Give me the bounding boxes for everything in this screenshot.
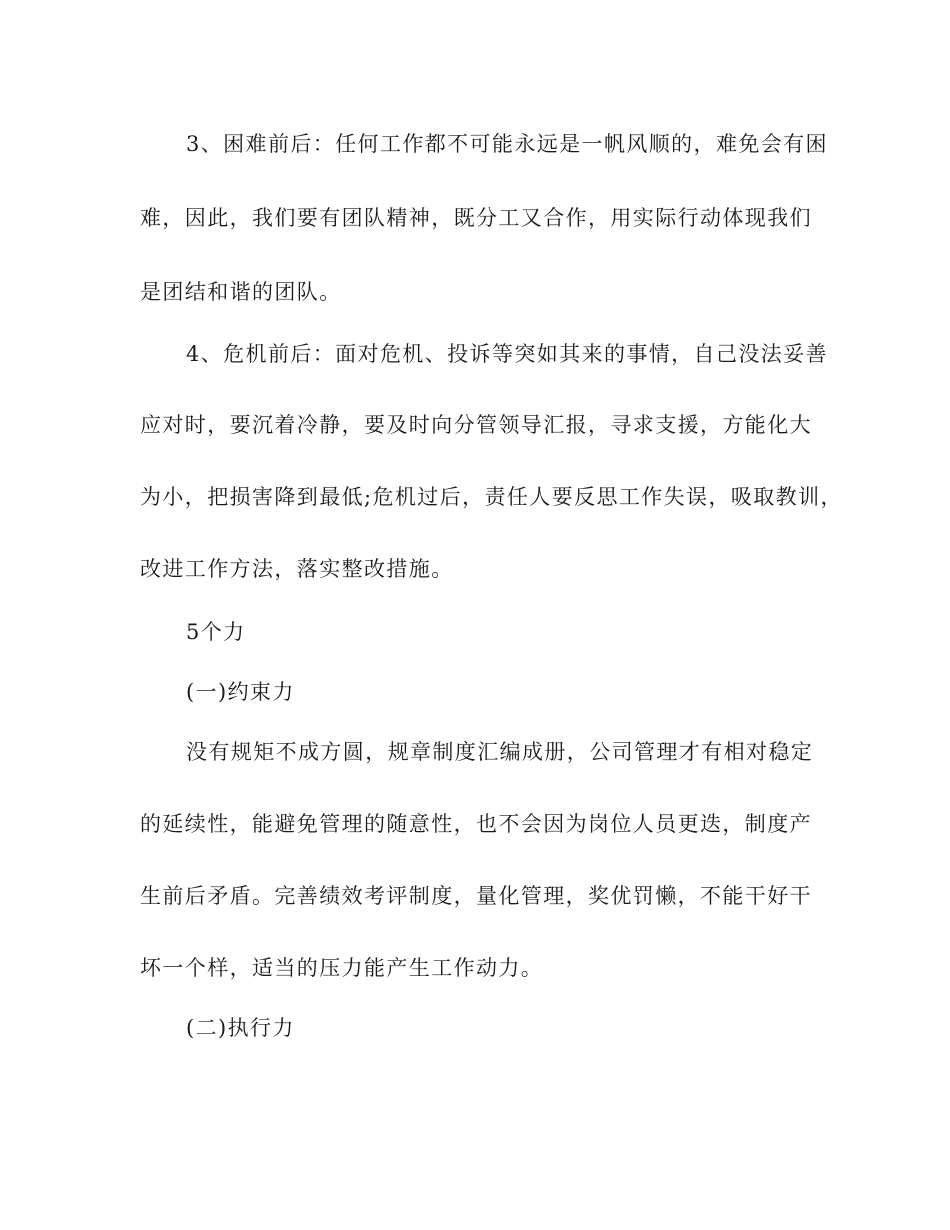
paragraph-3-line-1: 3、困难前后：任何工作都不可能永远是一帆风顺的，难免会有困 [186,132,828,156]
paragraph-3-line-2: 难，因此，我们要有团队精神，既分工又合作，用实际行动体现我们 [140,206,812,230]
paragraph-3-line-3: 是团结和谐的团队。 [140,280,342,304]
paragraph-4-line-2: 应对时，要沉着冷静，要及时向分管领导汇报，寻求支援，方能化大 [140,413,812,437]
constraint-paragraph-line-1: 没有规矩不成方圆，规章制度汇编成册，公司管理才有相对稳定 [186,740,814,764]
constraint-paragraph-line-3: 生前后矛盾。完善绩效考评制度，量化管理，奖优罚懒，不能干好干 [140,884,812,908]
paragraph-4-line-1: 4、危机前后：面对危机、投诉等突如其来的事情，自己没法妥善 [186,342,828,366]
subheading-execution: (二)执行力 [186,1016,295,1040]
paragraph-4-line-4: 改进工作方法，落实整改措施。 [140,557,454,581]
constraint-paragraph-line-4: 坏一个样，适当的压力能产生工作动力。 [140,956,544,980]
subheading-constraint: (一)约束力 [186,680,295,704]
constraint-paragraph-line-2: 的延续性，能避免管理的随意性，也不会因为岗位人员更迭，制度产 [140,812,812,836]
section-heading-5-forces: 5个力 [186,620,246,644]
paragraph-4-line-3: 为小，把损害降到最低;危机过后，责任人要反思工作失误，吸取教训， [140,485,843,509]
